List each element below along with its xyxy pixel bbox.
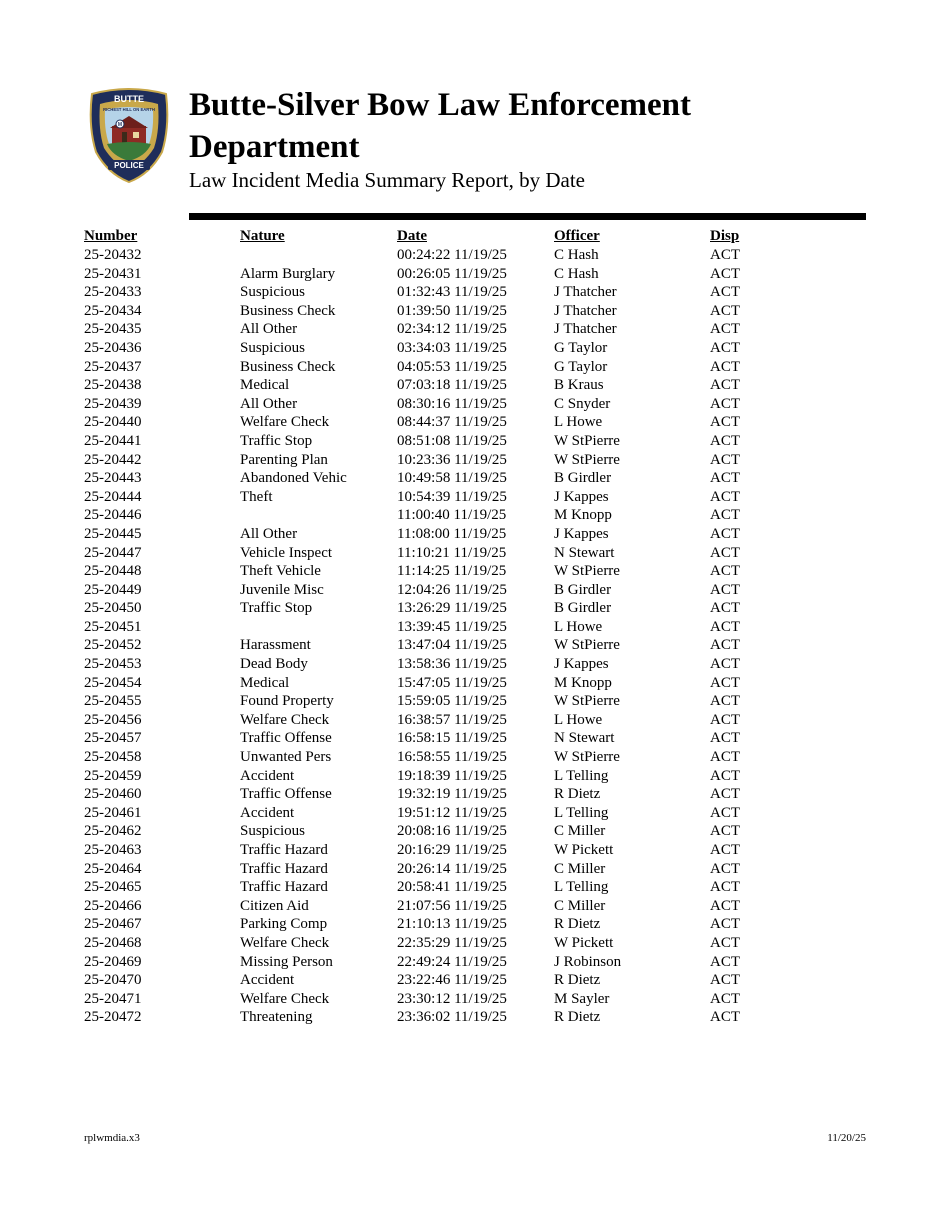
cell-disp: ACT: [710, 600, 740, 617]
cell-nature: Accident: [240, 972, 295, 989]
cell-number: 25-20455: [84, 693, 142, 710]
cell-number: 25-20449: [84, 581, 142, 598]
cell-officer: N Stewart: [554, 544, 615, 561]
cell-number: 25-20464: [84, 860, 142, 877]
table-row: [84, 358, 784, 377]
table-row: [84, 599, 784, 618]
cell-date: 23:30:12 11/19/25: [397, 990, 507, 1007]
table-row: [84, 339, 784, 358]
cell-nature: Business Check: [240, 302, 336, 319]
cell-disp: ACT: [710, 916, 740, 933]
cell-disp: ACT: [710, 693, 740, 710]
table-row: [84, 246, 784, 265]
cell-date: 22:35:29 11/19/25: [397, 934, 507, 951]
cell-nature: Found Property: [240, 693, 334, 710]
cell-nature: Welfare Check: [240, 711, 330, 728]
cell-number: 25-20441: [84, 432, 142, 449]
cell-nature: [240, 506, 397, 525]
cell-number: 25-20452: [84, 637, 142, 654]
cell-number: 25-20458: [84, 749, 142, 766]
cell-officer: R Dietz: [554, 1009, 601, 1026]
cell-officer: W Pickett: [554, 842, 614, 858]
table-row: [84, 451, 784, 470]
cell-nature: All Other: [240, 321, 298, 338]
cell-officer: C Miller: [554, 823, 606, 840]
table-row: [84, 581, 784, 600]
cell-number: 25-20469: [84, 953, 142, 970]
cell-officer: J Thatcher: [554, 321, 617, 338]
table-row: [84, 860, 784, 879]
cell-officer: G Taylor: [554, 358, 608, 375]
cell-nature: Suspicious: [240, 339, 306, 356]
cell-disp: ACT: [710, 563, 740, 580]
cell-number: 25-20463: [84, 842, 142, 858]
cell-disp: ACT: [710, 618, 740, 635]
cell-number: 25-20434: [84, 302, 142, 319]
cell-nature: Suspicious: [240, 823, 306, 840]
cell-nature: Abandoned Vehic: [240, 470, 347, 487]
cell-number: 25-20447: [84, 544, 142, 561]
cell-officer: L Telling: [554, 879, 609, 896]
svg-text:M: M: [117, 122, 123, 128]
cell-nature: Suspicious: [240, 284, 306, 301]
cell-disp: ACT: [710, 284, 740, 301]
cell-number: 25-20435: [84, 321, 142, 338]
cell-nature: Unwanted Pers: [240, 749, 332, 766]
table-row: [84, 878, 784, 897]
table-row: [84, 618, 784, 637]
cell-date: 19:32:19 11/19/25: [397, 786, 507, 803]
cell-nature: Harassment: [240, 637, 311, 654]
footer-date: 11/20/25: [827, 1132, 866, 1144]
cell-date: 16:38:57 11/19/25: [397, 711, 507, 728]
cell-officer: R Dietz: [554, 916, 601, 933]
cell-disp: ACT: [710, 525, 740, 542]
cell-date: 01:39:50 11/19/25: [397, 302, 507, 319]
cell-nature: Business Check: [240, 358, 336, 375]
cell-date: 16:58:55 11/19/25: [397, 749, 507, 766]
cell-disp: ACT: [710, 823, 740, 840]
cell-disp: ACT: [710, 470, 740, 487]
cell-officer: M Sayler: [554, 990, 610, 1007]
cell-nature: Missing Person: [240, 953, 333, 970]
cell-date: 15:59:05 11/19/25: [397, 693, 507, 710]
cell-number: 25-20440: [84, 414, 142, 431]
cell-number: 25-20433: [84, 284, 142, 301]
cell-number: 25-20437: [84, 358, 142, 375]
page-title: Butte-Silver Bow Law Enforcement Department: [189, 87, 691, 165]
cell-date: 11:14:25 11/19/25: [397, 563, 507, 580]
cell-officer: C Hash: [554, 247, 599, 263]
table-row: [84, 915, 784, 934]
cell-number: 25-20446: [84, 507, 142, 524]
cell-date: 23:22:46 11/19/25: [397, 972, 507, 989]
table-row: [84, 711, 784, 730]
cell-number: 25-20448: [84, 563, 142, 580]
cell-date: 01:32:43 11/19/25: [397, 284, 507, 301]
cell-nature: Traffic Offense: [240, 786, 332, 803]
cell-nature: Medical: [240, 377, 290, 394]
cell-officer: L Telling: [554, 804, 609, 821]
cell-number: 25-20472: [84, 1009, 142, 1026]
cell-officer: J Kappes: [554, 656, 609, 673]
cell-nature: Accident: [240, 767, 295, 784]
table-row: [84, 897, 784, 916]
cell-disp: ACT: [710, 934, 740, 951]
column-header-number: Number: [84, 228, 138, 244]
cell-date: 03:34:03 11/19/25: [397, 339, 507, 356]
cell-officer: L Howe: [554, 414, 603, 431]
cell-disp: ACT: [710, 860, 740, 877]
cell-officer: W StPierre: [554, 432, 620, 449]
table-row: [84, 804, 784, 823]
cell-nature: Traffic Offense: [240, 730, 332, 747]
cell-officer: J Kappes: [554, 525, 609, 542]
table-row: [84, 748, 784, 767]
cell-officer: W StPierre: [554, 637, 620, 654]
cell-officer: C Snyder: [554, 395, 611, 412]
cell-officer: L Telling: [554, 767, 609, 784]
footer-report-code: rplwmdia.x3: [84, 1132, 140, 1144]
cell-date: 15:47:05 11/19/25: [397, 674, 507, 691]
cell-number: 25-20466: [84, 897, 142, 914]
cell-number: 25-20443: [84, 470, 142, 487]
table-row: [84, 376, 784, 395]
cell-number: 25-20462: [84, 823, 142, 840]
cell-disp: ACT: [710, 730, 740, 747]
cell-officer: W Pickett: [554, 934, 614, 951]
cell-disp: ACT: [710, 581, 740, 598]
cell-disp: ACT: [710, 1009, 740, 1026]
cell-disp: ACT: [710, 432, 740, 449]
cell-officer: L Howe: [554, 711, 603, 728]
cell-number: 25-20450: [84, 600, 142, 617]
cell-nature: Traffic Hazard: [240, 879, 328, 896]
cell-disp: ACT: [710, 786, 740, 803]
cell-number: 25-20471: [84, 990, 142, 1007]
cell-number: 25-20459: [84, 767, 142, 784]
incident-table: [84, 227, 784, 1027]
table-row: [84, 729, 784, 748]
cell-disp: ACT: [710, 395, 740, 412]
cell-number: 25-20444: [84, 488, 142, 505]
table-row: [84, 395, 784, 414]
cell-date: 08:44:37 11/19/25: [397, 414, 507, 431]
cell-nature: [240, 246, 397, 265]
cell-nature: Welfare Check: [240, 990, 330, 1007]
table-row: [84, 562, 784, 581]
cell-number: 25-20431: [84, 265, 142, 282]
table-row: [84, 488, 784, 507]
cell-date: 11:10:21 11/19/25: [397, 544, 507, 561]
cell-date: 10:23:36 11/19/25: [397, 451, 507, 468]
cell-nature: Citizen Aid: [240, 897, 309, 914]
cell-date: 00:26:05 11/19/25: [397, 265, 507, 282]
cell-officer: B Girdler: [554, 600, 612, 617]
cell-nature: Traffic Stop: [240, 432, 313, 449]
column-header-nature: Nature: [240, 228, 285, 244]
cell-officer: W StPierre: [554, 451, 620, 468]
cell-date: 13:39:45 11/19/25: [397, 618, 507, 635]
cell-number: 25-20445: [84, 525, 142, 542]
cell-number: 25-20442: [84, 451, 142, 468]
cell-number: 25-20465: [84, 879, 142, 896]
cell-date: 02:34:12 11/19/25: [397, 321, 507, 338]
table-row: [84, 320, 784, 339]
table-body: [84, 246, 784, 1027]
cell-disp: ACT: [710, 544, 740, 561]
cell-nature: Accident: [240, 804, 295, 821]
table-row: [84, 432, 784, 451]
cell-date: 13:26:29 11/19/25: [397, 600, 507, 617]
cell-officer: B Girdler: [554, 581, 612, 598]
cell-date: 21:07:56 11/19/25: [397, 897, 507, 914]
cell-disp: ACT: [710, 656, 740, 673]
cell-disp: ACT: [710, 749, 740, 766]
cell-disp: ACT: [710, 377, 740, 394]
cell-number: 25-20453: [84, 656, 142, 673]
cell-officer: B Kraus: [554, 377, 604, 394]
cell-number: 25-20461: [84, 804, 142, 821]
table-row: [84, 841, 784, 860]
cell-disp: ACT: [710, 358, 740, 375]
page-subtitle: Law Incident Media Summary Report, by Date: [189, 168, 585, 192]
cell-number: 25-20460: [84, 786, 142, 803]
cell-officer: W StPierre: [554, 563, 620, 580]
table-row: [84, 265, 784, 284]
cell-number: 25-20432: [84, 247, 142, 263]
cell-nature: Parenting Plan: [240, 451, 328, 468]
cell-nature: Theft: [240, 488, 273, 505]
cell-nature: Traffic Hazard: [240, 842, 328, 858]
badge-bottom-text: POLICE: [114, 161, 144, 170]
cell-disp: ACT: [710, 302, 740, 319]
cell-nature: Welfare Check: [240, 414, 330, 431]
cell-officer: R Dietz: [554, 786, 601, 803]
cell-date: 08:30:16 11/19/25: [397, 395, 507, 412]
cell-officer: J Kappes: [554, 488, 609, 505]
cell-date: 13:47:04 11/19/25: [397, 637, 507, 654]
cell-date: 00:24:22 11/19/25: [397, 247, 507, 263]
cell-date: 10:54:39 11/19/25: [397, 488, 507, 505]
cell-nature: Alarm Burglary: [240, 265, 336, 282]
cell-disp: ACT: [710, 451, 740, 468]
table-row: [84, 469, 784, 488]
table-row: [84, 953, 784, 972]
cell-disp: ACT: [710, 990, 740, 1007]
badge-ring-text: RICHEST HILL ON EARTH: [103, 107, 155, 112]
cell-nature: Theft Vehicle: [240, 563, 321, 580]
cell-date: 07:03:18 11/19/25: [397, 377, 507, 394]
table-row: [84, 822, 784, 841]
cell-disp: ACT: [710, 414, 740, 431]
cell-disp: ACT: [710, 488, 740, 505]
cell-date: 04:05:53 11/19/25: [397, 358, 507, 375]
table-row: [84, 525, 784, 544]
cell-date: 08:51:08 11/19/25: [397, 432, 507, 449]
cell-date: 13:58:36 11/19/25: [397, 656, 507, 673]
cell-officer: L Howe: [554, 618, 603, 635]
cell-date: 20:16:29 11/19/25: [397, 842, 507, 858]
cell-nature: Medical: [240, 674, 290, 691]
table-row: [84, 283, 784, 302]
table-row: [84, 302, 784, 321]
table-row: [84, 692, 784, 711]
cell-disp: ACT: [710, 804, 740, 821]
cell-officer: M Knopp: [554, 674, 612, 691]
cell-date: 11:00:40 11/19/25: [397, 507, 507, 524]
cell-nature: Dead Body: [240, 656, 308, 673]
cell-number: 25-20451: [84, 618, 142, 635]
cell-officer: C Miller: [554, 860, 606, 877]
cell-number: 25-20456: [84, 711, 142, 728]
cell-disp: ACT: [710, 674, 740, 691]
cell-date: 11:08:00 11/19/25: [397, 525, 507, 542]
cell-officer: M Knopp: [554, 507, 612, 524]
badge-top-text: BUTTE: [114, 94, 144, 104]
cell-officer: C Hash: [554, 265, 599, 282]
cell-officer: B Girdler: [554, 470, 612, 487]
table-row: [84, 971, 784, 990]
cell-officer: W StPierre: [554, 693, 620, 710]
column-header-officer: Officer: [554, 228, 600, 244]
cell-disp: ACT: [710, 321, 740, 338]
cell-officer: J Robinson: [554, 953, 622, 970]
cell-officer: J Thatcher: [554, 302, 617, 319]
table-header: [84, 227, 784, 246]
cell-disp: ACT: [710, 637, 740, 654]
table-row: [84, 674, 784, 693]
cell-number: 25-20454: [84, 674, 142, 691]
cell-number: 25-20468: [84, 934, 142, 951]
cell-officer: C Miller: [554, 897, 606, 914]
table-row: [84, 413, 784, 432]
column-header-date: Date: [397, 228, 427, 244]
cell-date: 22:49:24 11/19/25: [397, 953, 507, 970]
cell-officer: R Dietz: [554, 972, 601, 989]
table-row: [84, 1008, 784, 1027]
cell-date: 20:26:14 11/19/25: [397, 860, 507, 877]
cell-officer: N Stewart: [554, 730, 615, 747]
cell-nature: Vehicle Inspect: [240, 544, 333, 561]
cell-disp: ACT: [710, 897, 740, 914]
table-row: [84, 767, 784, 786]
cell-date: 12:04:26 11/19/25: [397, 581, 507, 598]
cell-officer: G Taylor: [554, 339, 608, 356]
table-row: [84, 636, 784, 655]
cell-disp: ACT: [710, 842, 740, 858]
cell-number: 25-20457: [84, 730, 142, 747]
table-row: [84, 655, 784, 674]
cell-number: 25-20470: [84, 972, 142, 989]
cell-date: 10:49:58 11/19/25: [397, 470, 507, 487]
cell-date: 19:18:39 11/19/25: [397, 767, 507, 784]
cell-disp: ACT: [710, 507, 740, 524]
header-divider: [189, 213, 866, 220]
cell-number: 25-20467: [84, 916, 142, 933]
cell-disp: ACT: [710, 767, 740, 784]
cell-officer: W StPierre: [554, 749, 620, 766]
cell-nature: All Other: [240, 395, 298, 412]
cell-date: 19:51:12 11/19/25: [397, 804, 507, 821]
cell-nature: Parking Comp: [240, 916, 328, 933]
cell-disp: ACT: [710, 265, 740, 282]
cell-disp: ACT: [710, 247, 740, 263]
cell-disp: ACT: [710, 339, 740, 356]
cell-number: 25-20438: [84, 377, 142, 394]
table-row: [84, 544, 784, 563]
cell-nature: All Other: [240, 525, 298, 542]
cell-officer: J Thatcher: [554, 284, 617, 301]
column-header-disp: Disp: [710, 228, 740, 244]
table-row: [84, 934, 784, 953]
cell-disp: ACT: [710, 972, 740, 989]
cell-date: 21:10:13 11/19/25: [397, 916, 507, 933]
cell-nature: Juvenile Misc: [240, 581, 324, 598]
cell-date: 23:36:02 11/19/25: [397, 1009, 507, 1026]
table-row: [84, 990, 784, 1009]
cell-nature: Traffic Hazard: [240, 860, 328, 877]
cell-number: 25-20439: [84, 395, 142, 412]
cell-date: 16:58:15 11/19/25: [397, 730, 507, 747]
cell-disp: ACT: [710, 711, 740, 728]
cell-disp: ACT: [710, 879, 740, 896]
cell-nature: Welfare Check: [240, 934, 330, 951]
cell-number: 25-20436: [84, 339, 142, 356]
cell-date: 20:58:41 11/19/25: [397, 879, 507, 896]
table-row: [84, 506, 784, 525]
cell-disp: ACT: [710, 953, 740, 970]
table-row: [84, 785, 784, 804]
cell-nature: [240, 618, 397, 637]
police-badge-logo: [86, 86, 172, 184]
cell-nature: Traffic Stop: [240, 600, 313, 617]
cell-date: 20:08:16 11/19/25: [397, 823, 507, 840]
cell-nature: Threatening: [240, 1009, 313, 1026]
